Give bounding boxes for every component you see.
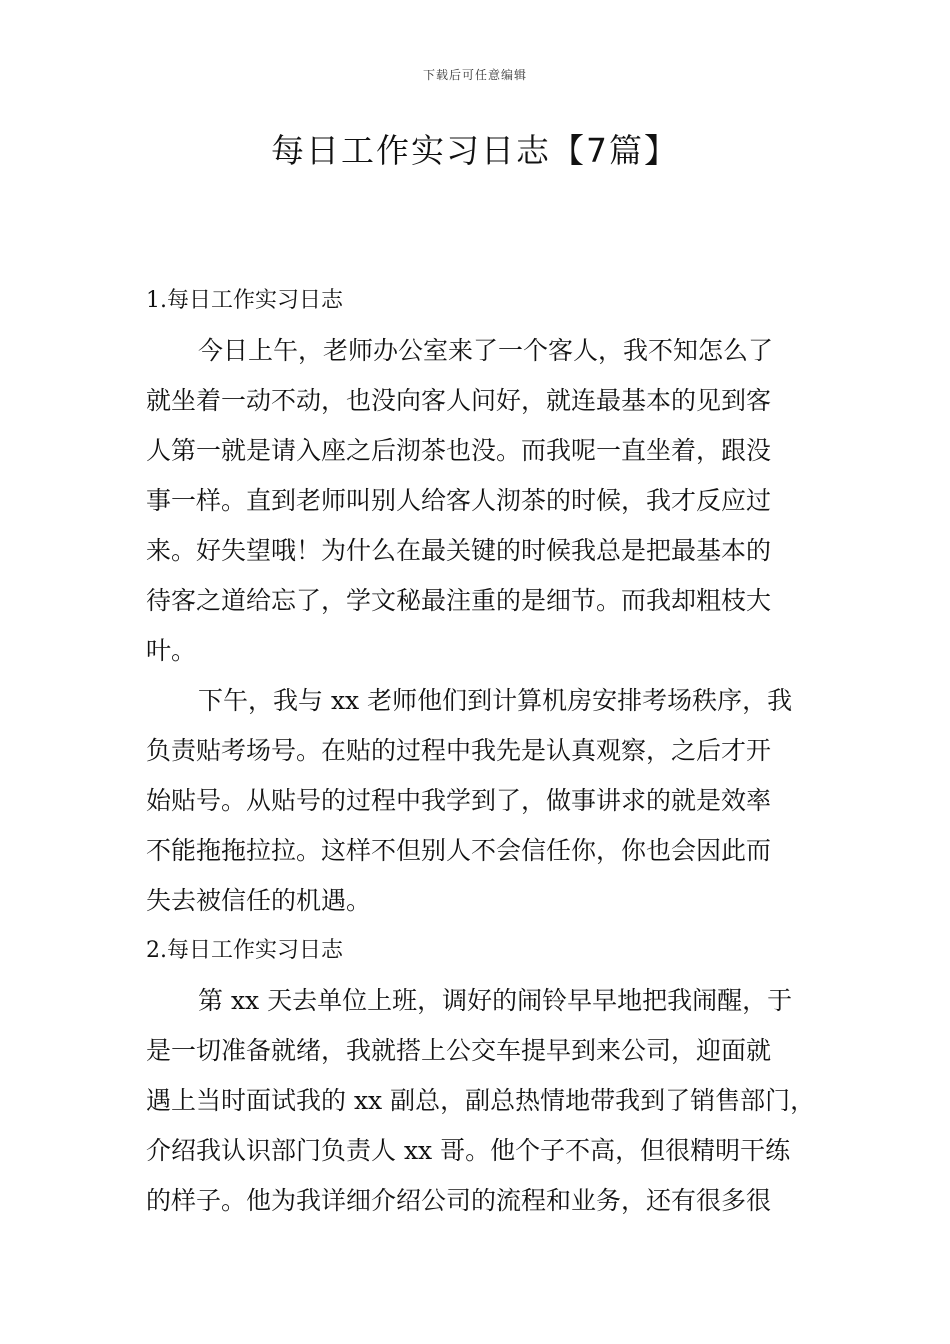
- paragraph-line: 不能拖拖拉拉。这样不但别人不会信任你，你也会因此而: [146, 836, 772, 865]
- paragraph-line: 遇上当时面试我的 xx 副总，副总热情地带我到了销售部门，: [146, 1086, 816, 1115]
- section-2: [146, 926, 816, 1226]
- paragraph: [146, 976, 816, 1226]
- paragraph-line: 是一切准备就绪，我就搭上公交车提早到来公司，迎面就: [146, 1036, 772, 1065]
- paragraph-line: 始贴号。从贴号的过程中我学到了，做事讲求的就是效率: [146, 786, 772, 815]
- header-note: 下载后可任意编辑: [422, 68, 527, 82]
- section-1: [146, 276, 808, 926]
- paragraph-line: 叶。: [146, 636, 197, 665]
- paragraph-line: 负责贴考场号。在贴的过程中我先是认真观察，之后才开: [146, 736, 772, 765]
- paragraph-line: 人第一就是请入座之后沏茶也没。而我呢一直坐着，跟没: [146, 436, 772, 465]
- paragraph-line: 就坐着一动不动，也没向客人问好，就连最基本的见到客: [146, 386, 772, 415]
- paragraph-line: 下午，我与 xx 老师他们到计算机房安排考场秩序，我: [198, 686, 793, 715]
- paragraph-line: 失去被信任的机遇。: [146, 886, 372, 915]
- section-heading: 2.每日工作实习日志: [146, 938, 343, 963]
- paragraph-line: 事一样。直到老师叫别人给客人沏茶的时候，我才反应过: [146, 486, 772, 515]
- paragraph: [146, 676, 808, 926]
- paragraph-line: 待客之道给忘了，学文秘最注重的是细节。而我却粗枝大: [146, 586, 772, 615]
- paragraph: [146, 326, 808, 676]
- document-body: [146, 276, 816, 1226]
- paragraph-line: 第 xx 天去单位上班，调好的闹铃早早地把我闹醒，于: [198, 986, 793, 1015]
- paragraph-line: 来。好失望哦！为什么在最关键的时候我总是把最基本的: [146, 536, 772, 565]
- paragraph-line: 的样子。他为我详细介绍公司的流程和业务，还有很多很: [146, 1186, 772, 1215]
- section-heading: 1.每日工作实习日志: [146, 288, 343, 313]
- document-title: 每日工作实习日志【7篇】: [271, 131, 679, 170]
- paragraph-line: 介绍我认识部门负责人 xx 哥。他个子不高，但很精明干练: [146, 1136, 791, 1165]
- paragraph-line: 今日上午，老师办公室来了一个客人，我不知怎么了: [198, 336, 774, 365]
